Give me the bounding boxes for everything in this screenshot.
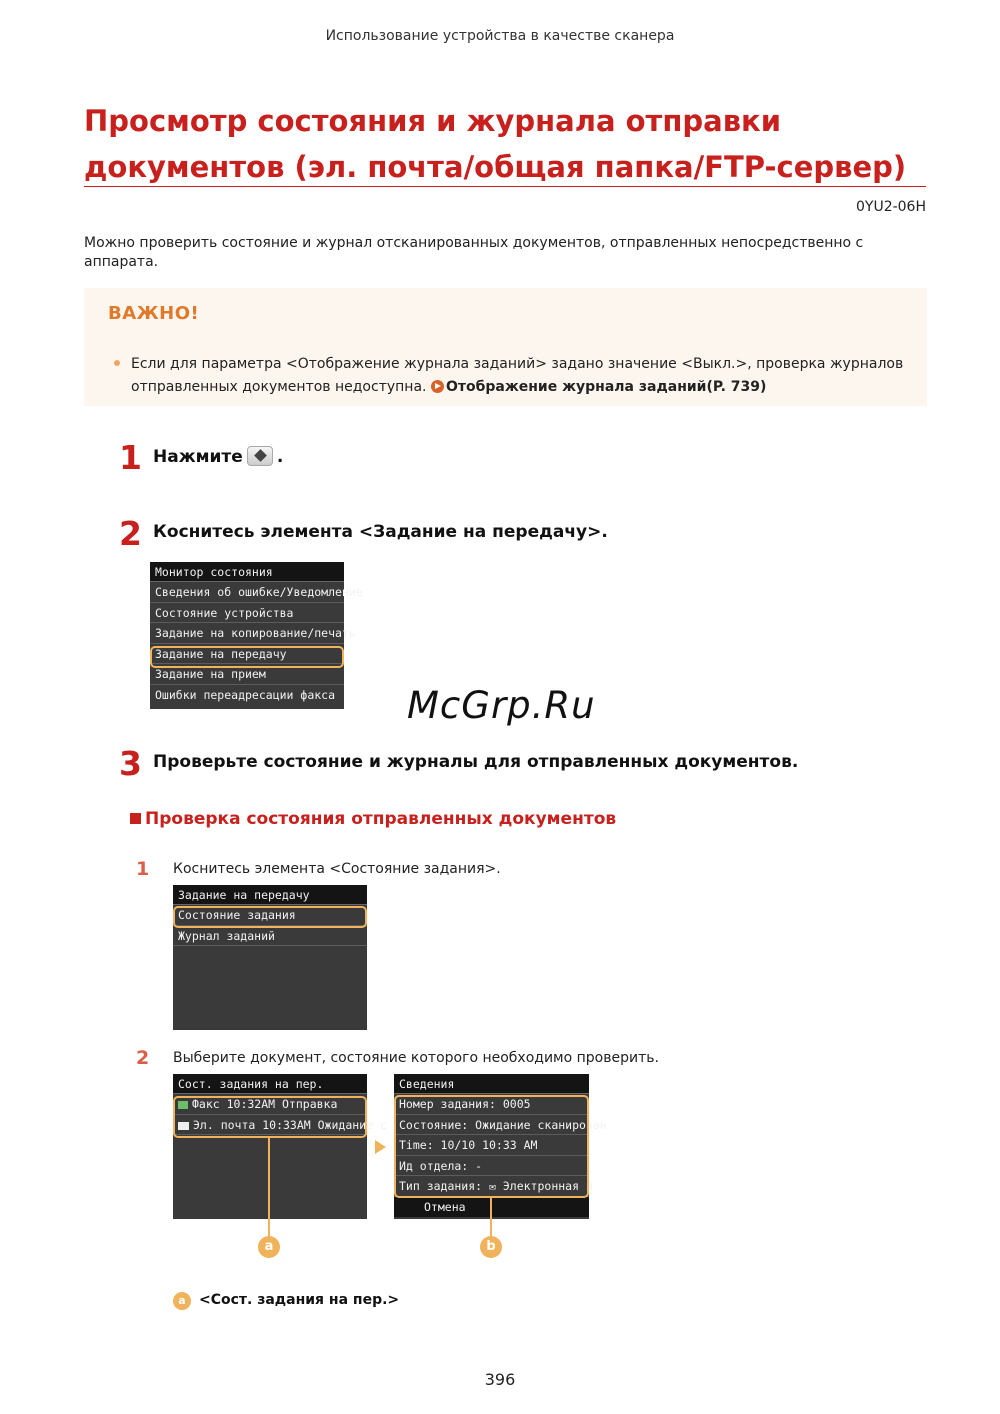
highlight-frame: [173, 1096, 367, 1138]
running-header: Использование устройства в качестве сканера: [325, 28, 675, 44]
bullet-icon: [114, 360, 120, 366]
highlight-frame: [394, 1095, 589, 1198]
screen-row-transfer-job[interactable]: Задание на передачу: [150, 644, 344, 665]
job-row-text: Эл. почта 10:33AM Ожидание с: [193, 1117, 387, 1132]
important-body: Если для параметра <Отображение журнала заданий> задано значение <Выкл.>, проверка журналов отправленных документов недоступна.: [131, 356, 904, 395]
detail-row: Time: 10/10 10:33 AM: [394, 1135, 589, 1156]
screen-row[interactable]: Задание на копирование/печать: [150, 623, 344, 644]
screen-header: Монитор состояния: [150, 562, 344, 582]
title-rule: [84, 186, 926, 187]
screen-header: Сведения: [394, 1074, 589, 1094]
legend-a-icon: a: [173, 1292, 191, 1310]
callout-line: [268, 1138, 270, 1238]
substep-1-text: Коснитесь элемента <Состояние задания>.: [173, 861, 501, 877]
step-1-period: .: [276, 447, 284, 467]
square-bullet-icon: [130, 813, 141, 824]
page-title-line2: документов (эл. почта/общая папка/FTP-сервер): [84, 150, 907, 184]
page-title-line1: Просмотр состояния и журнала отправки: [84, 104, 782, 138]
highlight-frame: [173, 906, 367, 928]
screen-row[interactable]: Задание на прием: [150, 664, 344, 685]
arrow-right-icon: [375, 1140, 386, 1154]
screen-row[interactable]: Ошибки переадресации факса: [155, 687, 336, 702]
callout-line: [490, 1198, 492, 1238]
screen-row-job-log[interactable]: Журнал заданий: [173, 926, 367, 947]
callout-a: a: [258, 1236, 280, 1258]
substep-1-number: 1: [136, 858, 150, 880]
important-link[interactable]: Отображение журнала заданий(P. 739): [445, 379, 767, 395]
page-number: 396: [484, 1370, 516, 1389]
important-text: [131, 353, 911, 399]
legend-a-text: <Сост. задания на пер.>: [199, 1292, 400, 1308]
doc-id: 0YU2-06H: [855, 199, 926, 215]
substep-2-number: 2: [136, 1047, 150, 1069]
highlight-frame: [150, 646, 344, 668]
callout-b: b: [480, 1236, 502, 1258]
page-title: [84, 98, 944, 190]
step-3-text: Проверьте состояние и журналы для отправленных документов.: [153, 752, 799, 772]
step-2-number: 2: [119, 514, 142, 553]
screen-status-monitor: [150, 562, 363, 709]
status-monitor-key-icon: [247, 446, 273, 466]
job-row-text: Факс 10:32AM Отправка: [192, 1097, 338, 1111]
intro-text: Можно проверить состояние и журнал отсканированных документов, отправленных непосредственно с аппарата.: [84, 235, 864, 270]
step-1-text: [153, 446, 283, 467]
detail-row: Номер задания: 0005: [394, 1094, 589, 1115]
screen-row[interactable]: Сведения об ошибке/Уведомление: [150, 582, 344, 603]
detail-row: Состояние: Ожидание сканирован: [394, 1115, 589, 1136]
step-1-number: 1: [119, 438, 142, 477]
detail-row: Тип задания: ✉ Электронная п: [394, 1176, 589, 1197]
link-arrow-icon: [431, 380, 444, 393]
screen-row-job-status[interactable]: Состояние задания: [173, 905, 367, 926]
sub-heading-label: Проверка состояния отправленных документов: [145, 809, 617, 829]
important-title: ВАЖНО!: [108, 303, 200, 324]
watermark: McGrp.Ru: [407, 684, 596, 727]
substep-2-text: Выберите документ, состояние которого необходимо проверить.: [173, 1050, 659, 1066]
screen-header: Задание на передачу: [173, 885, 367, 905]
step-3-number: 3: [119, 744, 142, 783]
cancel-button[interactable]: Отмена: [394, 1197, 589, 1217]
screen-header: Сост. задания на пер.: [173, 1074, 367, 1094]
screen-row[interactable]: Состояние устройства: [150, 603, 344, 624]
step-2-text: Коснитесь элемента <Задание на передачу>.: [153, 522, 608, 542]
detail-row: Ид отдела: -: [394, 1156, 589, 1177]
step-1-label: Нажмите: [153, 447, 243, 467]
sub-heading: [130, 809, 616, 829]
